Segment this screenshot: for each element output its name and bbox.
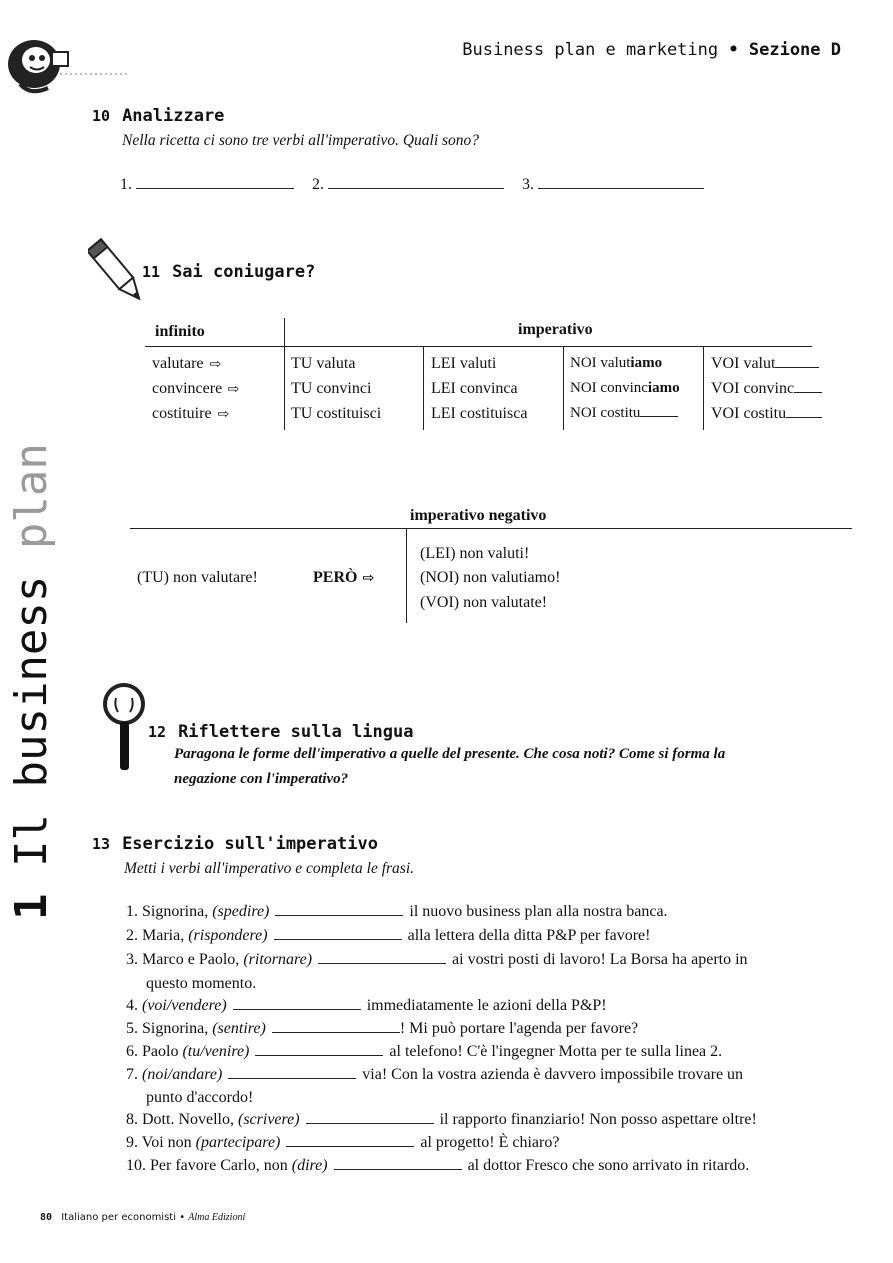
pero-label: PERÒ bbox=[313, 569, 358, 586]
item-answer-blank[interactable] bbox=[228, 1077, 356, 1079]
item-verb: (spedire) bbox=[212, 903, 270, 920]
item-number: 10. bbox=[126, 1157, 146, 1174]
item-post: al telefono! C'è l'ingegner Motta per te sulla linea 2. bbox=[389, 1043, 723, 1060]
item-pre: Signorina, bbox=[142, 903, 209, 920]
item-verb: (voi/vendere) bbox=[142, 997, 227, 1014]
chapter-title: Il business bbox=[6, 575, 57, 867]
item-answer-blank[interactable] bbox=[255, 1054, 383, 1056]
negativo-tu: (TU) non valutare! bbox=[137, 569, 258, 586]
item-pre: Marco e Paolo, bbox=[142, 951, 240, 968]
arrow-right-icon: ⇨ bbox=[362, 571, 375, 586]
item-number: 7. bbox=[126, 1066, 138, 1083]
list-item bbox=[126, 1157, 749, 1175]
ex13-number: 13 bbox=[92, 835, 111, 853]
item-answer-blank[interactable] bbox=[275, 914, 403, 916]
cell-lei: LEI costituisca bbox=[431, 405, 528, 422]
item-answer-blank[interactable] bbox=[318, 962, 446, 964]
ex11-title: Sai coniugare? bbox=[172, 262, 316, 282]
item-post: il nuovo business plan alla nostra banca. bbox=[409, 903, 668, 920]
item-verb: (sentire) bbox=[212, 1020, 266, 1037]
noi-stem: NOI convinc bbox=[570, 380, 648, 396]
ex10-blank-label-1: 1. bbox=[120, 176, 132, 193]
cell-tu: TU costituisci bbox=[291, 405, 382, 422]
item-pre: Dott. Novello, bbox=[142, 1111, 234, 1128]
ex11-number: 11 bbox=[142, 263, 161, 281]
list-item bbox=[126, 1111, 757, 1129]
negativo-noi: (NOI) non valutiamo! bbox=[420, 569, 561, 586]
arrow-right-icon: ⇨ bbox=[208, 357, 221, 372]
footer-bullet: • bbox=[179, 1212, 186, 1223]
cell-tu: TU valuta bbox=[291, 355, 356, 372]
ex10-blank-label-3: 3. bbox=[522, 176, 534, 193]
voi-stem: VOI convinc bbox=[711, 380, 795, 397]
noi-stem: NOI valut bbox=[570, 355, 631, 371]
item-verb: (partecipare) bbox=[195, 1134, 281, 1151]
item-answer-blank[interactable] bbox=[334, 1168, 462, 1170]
page-number: 80 bbox=[40, 1212, 53, 1223]
item-number: 1. bbox=[126, 903, 138, 920]
item-answer-blank[interactable] bbox=[306, 1122, 434, 1124]
ex10-title: Analizzare bbox=[122, 106, 225, 126]
ex10-instruction: Nella ricetta ci sono tre verbi all'imperativo. Quali sono? bbox=[122, 132, 480, 149]
list-item bbox=[126, 951, 748, 969]
list-item bbox=[126, 1134, 559, 1152]
voi-stem: VOI valut bbox=[711, 355, 776, 372]
item-answer-blank[interactable] bbox=[272, 1031, 400, 1033]
item-number: 4. bbox=[126, 997, 138, 1014]
item-verb: (ritornare) bbox=[243, 951, 313, 968]
item-verb: (rispondere) bbox=[188, 927, 268, 944]
item-pre: Maria, bbox=[142, 927, 185, 944]
ex13-instruction: Metti i verbi all'imperativo e completa le frasi. bbox=[124, 860, 415, 877]
noi-ending: iamo bbox=[647, 380, 680, 396]
item-pre: Voi non bbox=[141, 1134, 192, 1151]
item-number: 3. bbox=[126, 951, 138, 968]
arrow-right-icon: ⇨ bbox=[227, 382, 240, 397]
voi-stem: VOI costitu bbox=[711, 405, 787, 422]
negativo-head: imperativo negativo bbox=[410, 507, 547, 524]
list-item bbox=[126, 997, 607, 1015]
chapter-title-faded: plan bbox=[6, 443, 57, 550]
item-verb: (tu/venire) bbox=[182, 1043, 250, 1060]
arrow-right-icon: ⇨ bbox=[217, 407, 229, 422]
page-footer bbox=[40, 1212, 245, 1223]
item-answer-blank[interactable] bbox=[286, 1145, 414, 1147]
item-verb: (noi/andare) bbox=[142, 1066, 223, 1083]
infinito-costituire: costituire bbox=[152, 405, 212, 422]
item-pre: Paolo bbox=[142, 1043, 179, 1060]
item-verb: (dire) bbox=[291, 1157, 328, 1174]
header-title: Business plan e marketing bbox=[462, 40, 719, 60]
noi-ending: iamo bbox=[630, 355, 663, 371]
magnifying-glass-icon bbox=[100, 680, 150, 772]
item-post: ai vostri posti di lavoro! La Borsa ha aperto in bbox=[452, 951, 748, 968]
list-item bbox=[126, 903, 668, 921]
list-item bbox=[126, 1043, 722, 1061]
header-bullet: • bbox=[728, 40, 739, 60]
list-item bbox=[126, 1020, 638, 1038]
ex13-heading bbox=[92, 834, 378, 854]
negativo-lei: (LEI) non valuti! bbox=[420, 545, 530, 562]
item-pre: Signorina, bbox=[142, 1020, 209, 1037]
item-number: 2. bbox=[126, 927, 138, 944]
list-item-continuation: punto d'accordo! bbox=[146, 1089, 254, 1106]
list-item bbox=[126, 1066, 743, 1084]
ex10-number: 10 bbox=[92, 107, 111, 125]
chapter-number: 1 bbox=[6, 893, 57, 920]
item-verb: (scrivere) bbox=[238, 1111, 300, 1128]
item-number: 8. bbox=[126, 1111, 138, 1128]
item-number: 9. bbox=[126, 1134, 138, 1151]
noi-stem: NOI costitu bbox=[570, 405, 641, 421]
item-post: ! Mi può portare l'agenda per favore? bbox=[399, 1020, 639, 1037]
item-post: alla lettera della ditta P&P per favore! bbox=[407, 927, 651, 944]
footer-book-title: Italiano per economisti bbox=[61, 1212, 176, 1223]
item-pre: Per favore Carlo, non bbox=[150, 1157, 288, 1174]
list-item bbox=[126, 927, 650, 945]
chapter-sidebar-title bbox=[6, 443, 57, 920]
item-post: il rapporto finanziario! Non posso aspettare oltre! bbox=[439, 1111, 757, 1128]
ex12-heading bbox=[148, 722, 413, 742]
item-number: 5. bbox=[126, 1020, 138, 1037]
item-answer-blank[interactable] bbox=[233, 1008, 361, 1010]
item-answer-blank[interactable] bbox=[274, 938, 402, 940]
item-post: al progetto! È chiaro? bbox=[420, 1134, 560, 1151]
item-post: immediatamente le azioni della P&P! bbox=[366, 997, 607, 1014]
negativo-divider bbox=[406, 529, 407, 623]
table-head-infinito: infinito bbox=[155, 323, 205, 340]
negativo-pero bbox=[313, 569, 374, 587]
cell-tu: TU convinci bbox=[291, 380, 372, 397]
cell-lei: LEI convinca bbox=[431, 380, 518, 397]
ex13-title: Esercizio sull'imperativo bbox=[122, 834, 378, 854]
item-number: 6. bbox=[126, 1043, 138, 1060]
negativo-voi: (VOI) non valutate! bbox=[420, 594, 548, 611]
item-post: via! Con la vostra azienda è davvero impossibile trovare un bbox=[362, 1066, 744, 1083]
infinito-valutare: valutare bbox=[152, 355, 204, 372]
cell-lei: LEI valuti bbox=[431, 355, 497, 372]
infinito-convincere: convincere bbox=[152, 380, 223, 397]
header-section: Sezione D bbox=[748, 40, 841, 60]
ex12-instruction-line-2: negazione con l'imperativo? bbox=[174, 771, 349, 787]
list-item-continuation: questo momento. bbox=[146, 975, 257, 992]
table-head-imperativo: imperativo bbox=[518, 321, 593, 338]
negativo-rule bbox=[130, 528, 852, 529]
item-post: al dottor Fresco che sono arrivato in ritardo. bbox=[467, 1157, 750, 1174]
ex12-instruction-line-1: Paragona le forme dell'imperativo a quelle del presente. Che cosa noti? Come si forma la bbox=[174, 746, 726, 762]
footer-publisher: Alma Edizioni bbox=[188, 1212, 246, 1223]
ex12-title: Riflettere sulla lingua bbox=[178, 722, 414, 742]
ex10-blank-label-2: 2. bbox=[312, 176, 324, 193]
ex12-number: 12 bbox=[148, 723, 167, 741]
